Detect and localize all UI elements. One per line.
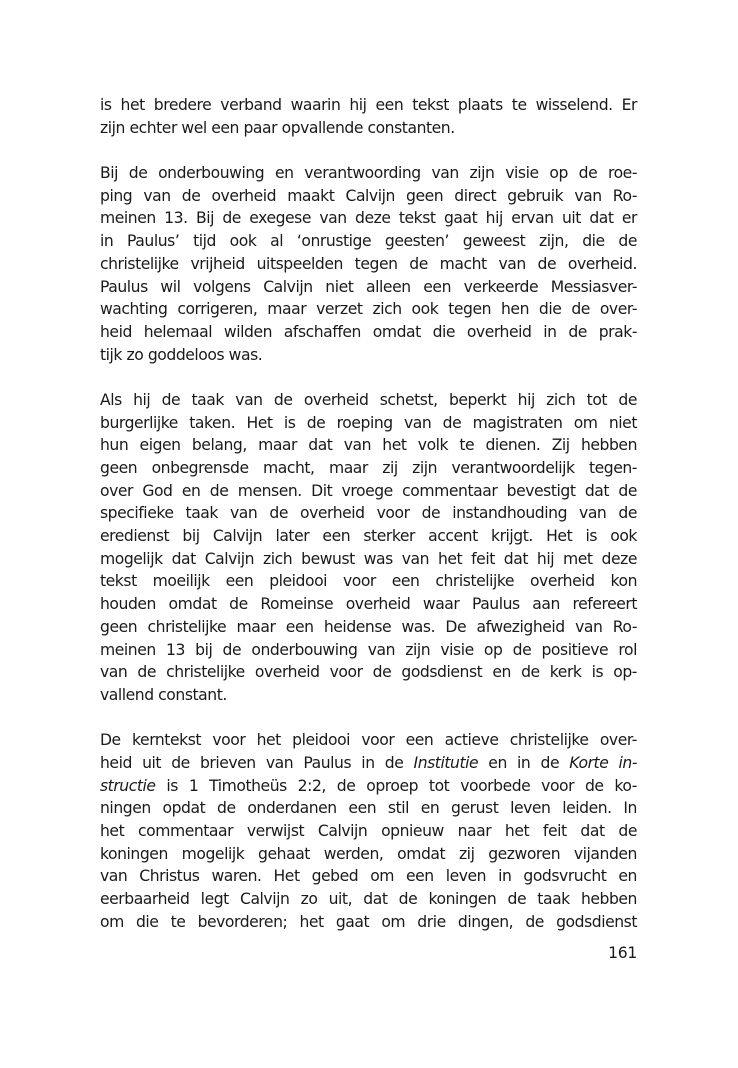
text-line bbox=[100, 775, 637, 798]
text-line: De kerntekst voor het pleidooi voor een actieve christelijke over- bbox=[100, 731, 637, 750]
paragraph bbox=[100, 389, 637, 707]
text-line: om die te bevorderen; het gaat om drie dingen, de godsdienst bbox=[100, 912, 637, 931]
text-line: het commentaar verwijst Calvijn opnieuw naar het feit dat de bbox=[100, 822, 637, 840]
text-line: eerbaarheid legt Calvijn zo uit, dat de koningen de taak hebben bbox=[100, 890, 637, 909]
text-line: ningen opdat de onderdanen een stil en gerust leven leiden. In bbox=[100, 799, 637, 818]
text-line: in Paulus’ tijd ook al ‘onrustige geesten’ geweest zijn, die de bbox=[100, 232, 637, 251]
text-line: over God en de mensen. Dit vroege commentaar bevestigt dat de bbox=[100, 481, 637, 500]
text-line: eredienst bij Calvijn later een sterker accent krijgt. Het is ook bbox=[100, 527, 637, 546]
paragraph-gap bbox=[100, 139, 637, 162]
paragraph-gap bbox=[100, 366, 637, 389]
paragraph bbox=[100, 162, 637, 366]
text-line bbox=[100, 752, 637, 775]
paragraph-gap bbox=[100, 707, 637, 730]
text-line: tekst moeilijk een pleidooi voor een christelijke overheid kon bbox=[100, 572, 637, 591]
text-line: wachting corrigeren, maar verzet zich ook tegen hen die de over- bbox=[100, 300, 637, 319]
book-title-institutie: Institutie bbox=[413, 753, 479, 772]
text-segment: en in de bbox=[478, 753, 570, 772]
paragraph bbox=[100, 729, 637, 933]
text-line: Bij de onderbouwing en verantwoording van zijn visie op de roe- bbox=[100, 164, 637, 183]
paragraph bbox=[100, 94, 637, 139]
text-line: koningen mogelijk gehaat werden, omdat zij gezworen vijanden bbox=[100, 844, 637, 863]
text-line: hun eigen belang, maar dat van het volk te dienen. Zij hebben bbox=[100, 436, 637, 455]
text-line: meinen 13 bij de onderbouwing van zijn visie op de positieve rol bbox=[100, 640, 637, 659]
text-line: van de christelijke overheid voor de godsdienst en de kerk is op- bbox=[100, 663, 637, 682]
page-number: 161 bbox=[608, 944, 637, 962]
text-line: zijn echter wel een paar opvallende constanten. bbox=[100, 118, 455, 137]
text-line: tijk zo goddeloos was. bbox=[100, 345, 263, 364]
text-line: houden omdat de Romeinse overheid waar Paulus aan refereert bbox=[100, 595, 637, 614]
text-line: Als hij de taak van de overheid schetst, beperkt hij zich tot de bbox=[100, 390, 637, 409]
text-line: specifieke taak van de overheid voor de instandhouding van de bbox=[100, 504, 637, 523]
text-line: geen onbegrensde macht, maar zij zijn verantwoordelijk tegen- bbox=[100, 459, 637, 477]
page-body bbox=[100, 94, 637, 933]
text-line: meinen 13. Bij de exegese van deze tekst gaat hij ervan uit dat er bbox=[100, 209, 637, 228]
text-line: heid helemaal wilden afschaffen omdat die overheid in de prak- bbox=[100, 322, 637, 341]
text-line: is het bredere verband waarin hij een tekst plaats te wisselend. Er bbox=[100, 96, 637, 114]
book-title-korte-instructie: structie bbox=[100, 776, 156, 795]
text-line: Paulus wil volgens Calvijn niet alleen een verkeerde Messiasver- bbox=[100, 277, 637, 296]
text-line: geen christelijke maar een heidense was. De afwezigheid van Ro- bbox=[100, 617, 637, 636]
text-line: vallend constant. bbox=[100, 685, 227, 704]
text-line: christelijke vrijheid uitspeelden tegen de macht van de overheid. bbox=[100, 254, 637, 273]
text-segment: heid uit de brieven van Paulus in de bbox=[100, 753, 414, 772]
text-segment: is 1 Timotheüs 2:2, de oproep tot voorbede voor de ko- bbox=[155, 776, 637, 795]
text-line: burgerlijke taken. Het is de roeping van de magistraten om niet bbox=[100, 413, 637, 432]
text-line: van Christus waren. Het gebed om een leven in godsvrucht en bbox=[100, 867, 637, 886]
book-title-korte-instructie: Korte in- bbox=[569, 753, 637, 772]
text-line: mogelijk dat Calvijn zich bewust was van het feit dat hij met deze bbox=[100, 549, 637, 568]
text-line: ping van de overheid maakt Calvijn geen direct gebruik van Ro- bbox=[100, 186, 637, 205]
